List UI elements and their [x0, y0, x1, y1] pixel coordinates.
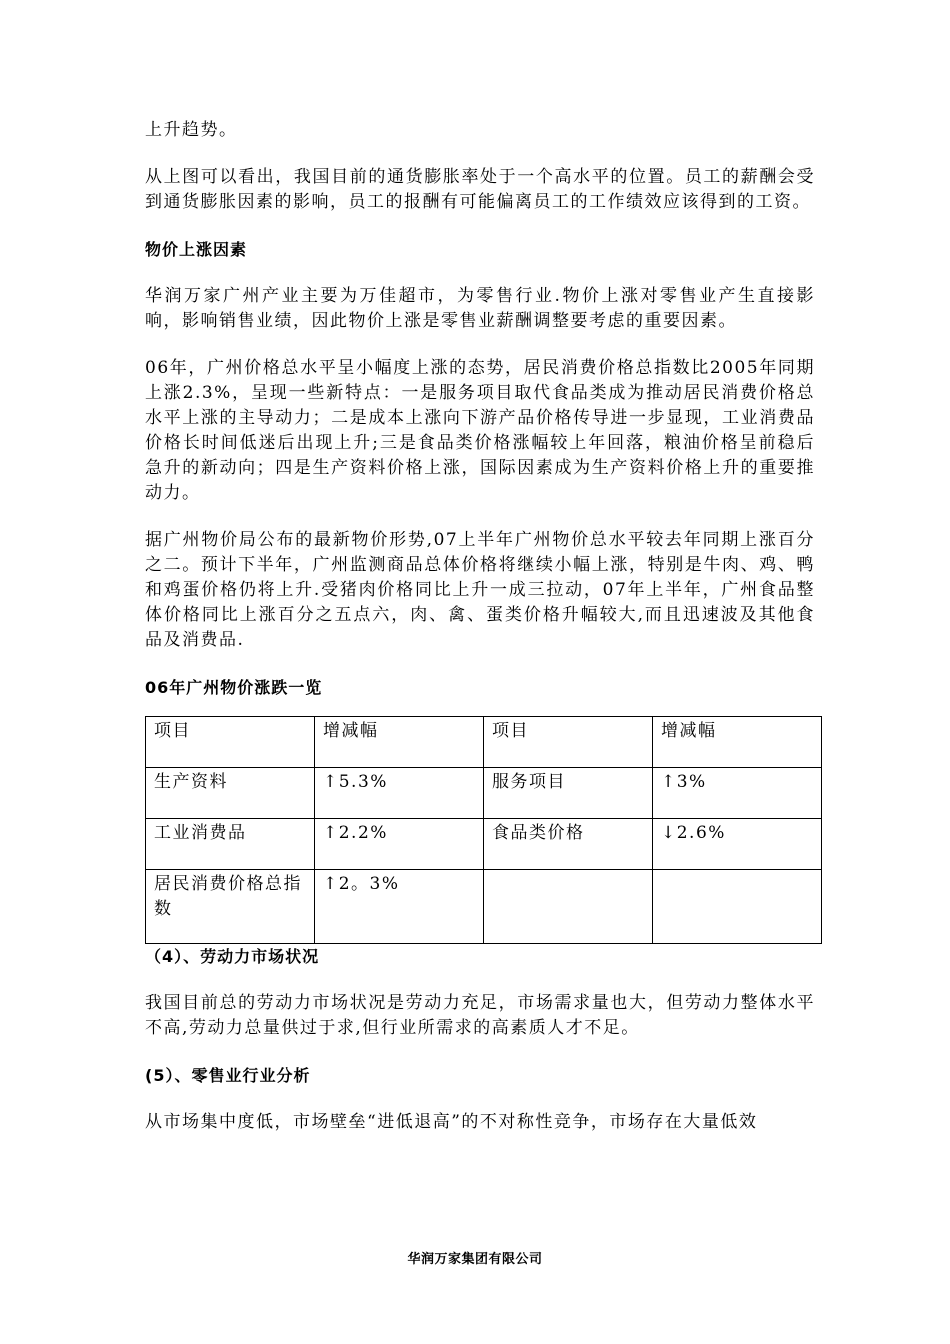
- document-body: [145, 118, 815, 1135]
- table-row: [146, 768, 822, 819]
- table-cell: 工业消费品: [146, 819, 315, 870]
- paragraph-labor-market: 我国目前总的劳动力市场状况是劳动力充足，市场需求量也大，但劳动力整体水平不高,劳动力总量供过于求,但行业所需求的高素质人才不足。: [145, 993, 815, 1038]
- table-header-row: [146, 717, 822, 768]
- heading-price-rise-factors: 物价上涨因素: [145, 240, 248, 259]
- table-cell: ↑2。3%: [315, 870, 484, 944]
- paragraph-inflation: 从上图可以看出，我国目前的通货膨胀率处于一个高水平的位置。员工的薪酬会受到通货膨胀因素的影响，员工的报酬有可能偏离员工的工作绩效应该得到的工资。: [145, 167, 815, 212]
- table-row: [146, 870, 822, 944]
- table-header-cell: 项目: [146, 717, 315, 768]
- paragraph-retail-analysis: 从市场集中度低，市场壁垒“进低退高”的不对称性竞争，市场存在大量低效: [145, 1112, 758, 1132]
- table-header-cell: 增减幅: [315, 717, 484, 768]
- paragraph-rising-trend: 上升趋势。: [145, 120, 238, 140]
- table-cell: ↑2.2%: [315, 819, 484, 870]
- page-footer-company: 华润万家集团有限公司: [407, 1252, 543, 1267]
- table-header-cell: 项目: [484, 717, 653, 768]
- price-change-table: [145, 716, 822, 944]
- table-header-cell: 增减幅: [653, 717, 822, 768]
- table-cell: ↓2.6%: [653, 819, 822, 870]
- table-cell: 生产资料: [146, 768, 315, 819]
- table-cell: ↑3%: [653, 768, 822, 819]
- paragraph-crv-guangzhou: 华润万家广州产业主要为万佳超市，为零售行业.物价上涨对零售业产生直接影响，影响销售业绩，因此物价上涨是零售业薪酬调整要考虑的重要因素。: [145, 286, 815, 331]
- heading-retail-analysis: (5）、零售业行业分析: [145, 1066, 311, 1085]
- table-cell: ↑5.3%: [315, 768, 484, 819]
- heading-price-table: 06年广州物价涨跌一览: [145, 678, 323, 697]
- paragraph-2007-price-situation: 据广州物价局公布的最新物价形势,07上半年广州物价总水平较去年同期上涨百分之二。预计下半年，广州监测商品总体价格将继续小幅上涨，特别是牛肉、鸡、鸭和鸡蛋价格仍将上升.受猪肉价格同比上升一成三拉动，07年上半年，广州食品整体价格同比上涨百分之五点六，肉、禽、蛋类价格升幅较大,而且迅速波及其他食品及消费品.: [145, 530, 815, 650]
- table-cell: 居民消费价格总指数: [146, 870, 315, 944]
- table-cell: 服务项目: [484, 768, 653, 819]
- heading-labor-market: （4）、劳动力市场状况: [145, 947, 320, 966]
- table-cell: [484, 870, 653, 944]
- table-cell: 食品类价格: [484, 819, 653, 870]
- table-row: [146, 819, 822, 870]
- table-cell: [653, 870, 822, 944]
- paragraph-2006-price-level: 06年，广州价格总水平呈小幅度上涨的态势，居民消费价格总指数比2005年同期上涨2.3%，呈现一些新特点：一是服务项目取代食品类成为推动居民消费价格总水平上涨的主导动力；二是成本上涨向下游产品价格传导进一步显现，工业消费品价格长时间低迷后出现上升;三是食品类价格涨幅较上年回落，粮油价格呈前稳后急升的新动向；四是生产资料价格上涨，国际因素成为生产资料价格上升的重要推动力。: [145, 358, 815, 503]
